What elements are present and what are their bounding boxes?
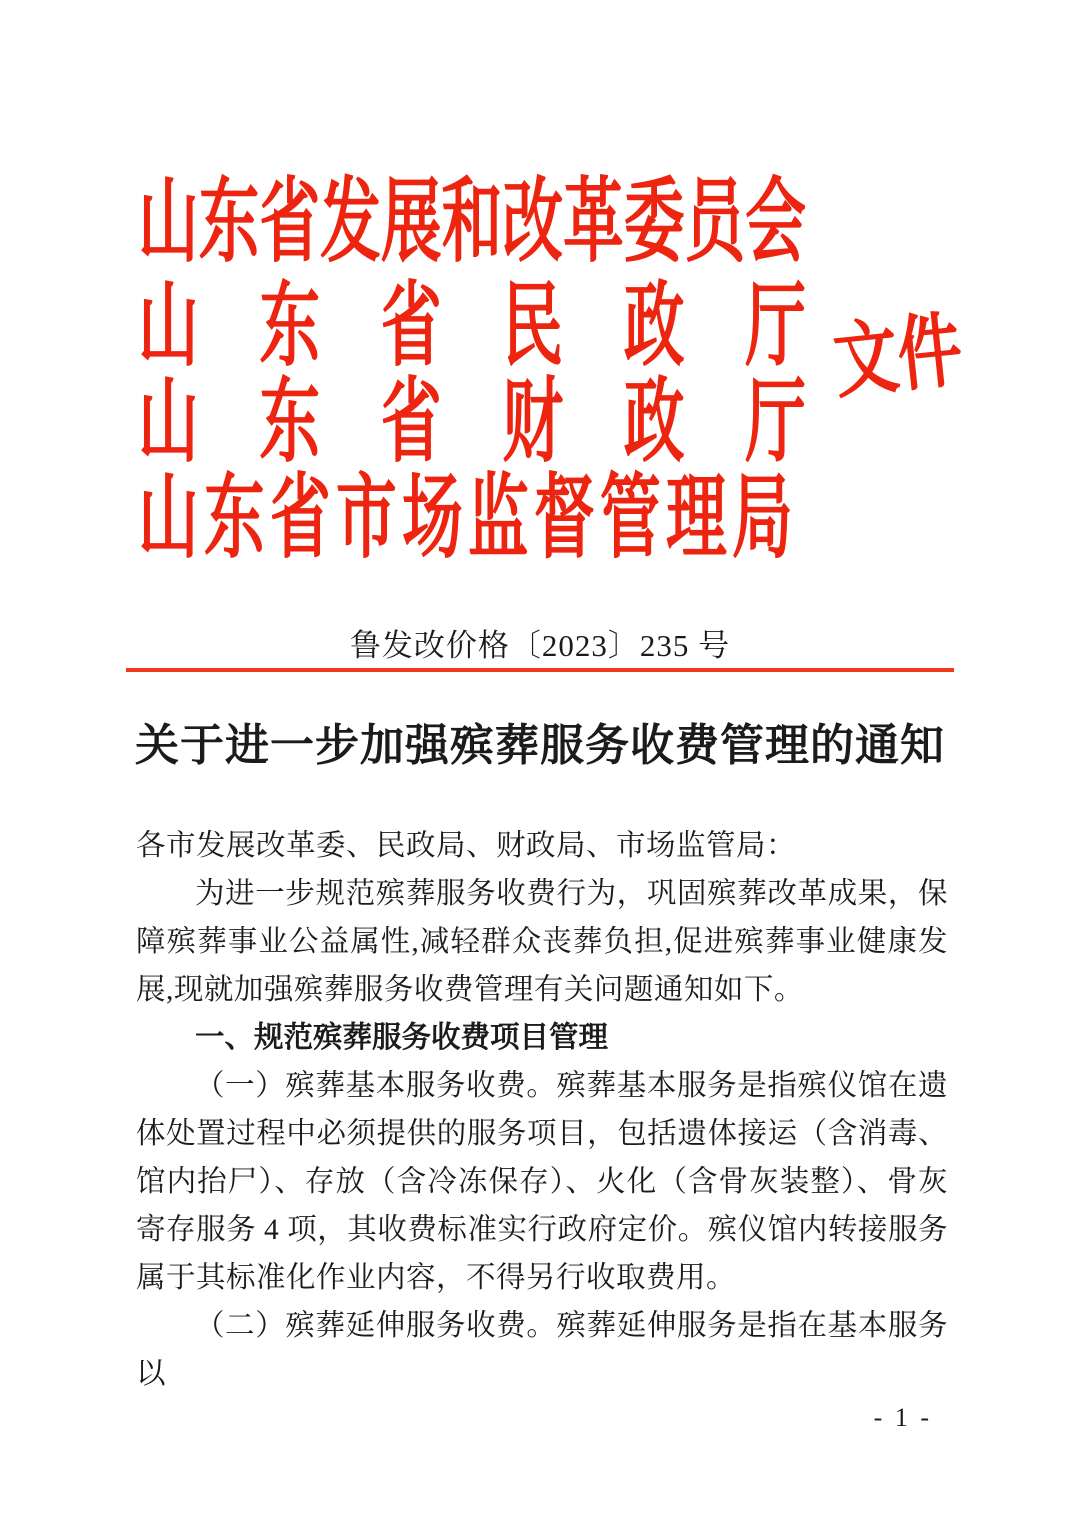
agency-name-line-2: 山 东 省 民 政 厅 [138, 275, 806, 377]
page-number: - 1 - [873, 1403, 932, 1432]
section-1-heading: 一、规范殡葬服务收费项目管理 [195, 1021, 609, 1054]
intro-paragraph: 为进一步规范殡葬服务收费行为，巩固殡葬改革成果，保障殡葬事业公益属性,减轻群众丧葬负担,促进殡葬事业健康发展,现就加强殡葬服务收费管理有关问题通知如下。 [136, 878, 948, 1006]
document-title: 关于进一步加强殡葬服务收费管理的通知 [135, 721, 945, 770]
item-paragraph-1: （一）殡葬基本服务收费。殡葬基本服务是指殡仪馆在遗体处置过程中必须提供的服务项目，包括遗体接运（含消毒、馆内抬尸）、存放（含冷冻保存）、火化（含骨灰装整）、骨灰寄存服务 4 项，其收费标准实行政府定价。殡仪馆内转接服务属于其标准化作业内容，不得另行收取费用。 [136, 1070, 948, 1294]
agency-name-line-1: 山东省发展和改革委员会 [138, 171, 806, 273]
agency-name-line-4: 山东省市场监督管理局 [138, 467, 799, 569]
red-divider-line [126, 668, 954, 672]
item-paragraph-2: （二）殡葬延伸服务收费。殡葬延伸服务是指在基本服务以 [136, 1310, 948, 1390]
recipients-line: 各市发展改革委、民政局、财政局、市场监管局： [136, 830, 797, 862]
document-number: 鲁发改价格〔2023〕235 号 [349, 628, 731, 663]
agency-name-line-3: 山 东 省 财 政 厅 [138, 371, 806, 473]
document-body [136, 822, 948, 1398]
doc-type-label: 文件 [829, 304, 967, 409]
